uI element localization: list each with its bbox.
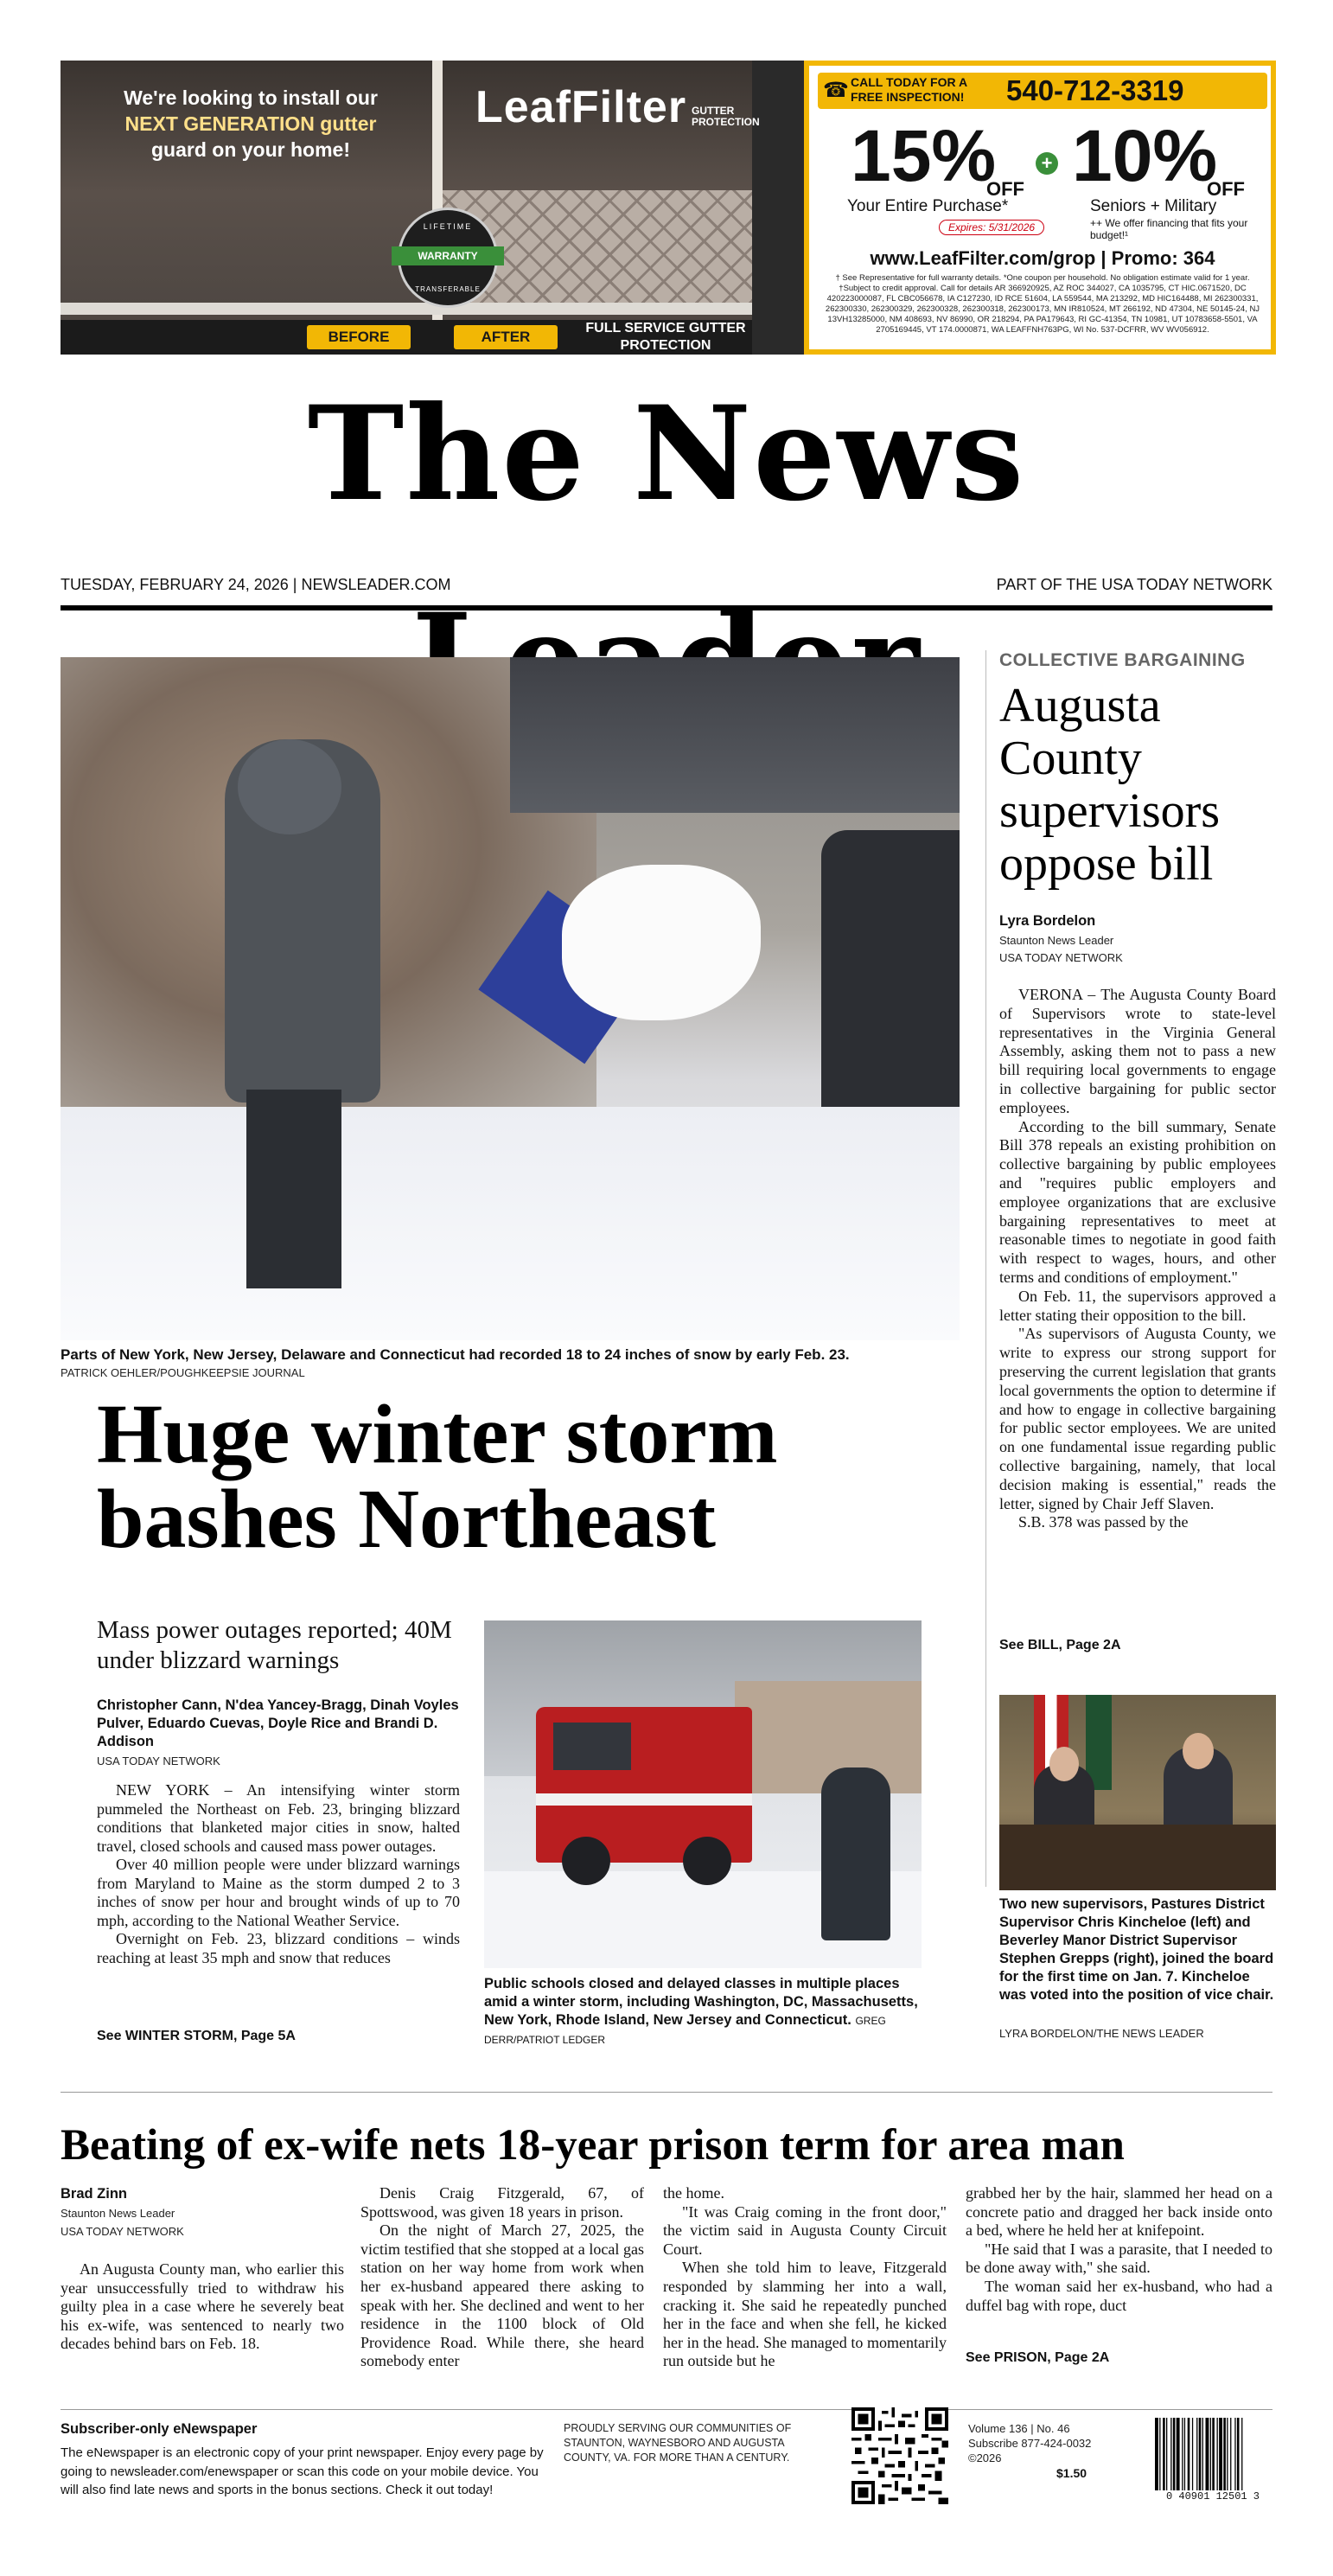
lead-dek: Mass power outages reported; 40M under blizzard warnings — [97, 1616, 452, 1674]
ad-fine-print: † See Representative for full warranty details. *One coupon per household. No obligation estimate valid for 1 year. †Subject to credit approval. Call for details AR 366920925, AZ ROC 344027, CA 1035795, CT HIC.0671520, DC 420223000087, FL CBC056678, IA C127230, ID RCE 51604, LA 559544, MA 213292, MD HIC164488, MI 262300331, 262300330, 262300329, 262300328, 262300318, 262300173, MN IR810524, MT 266192, ND 47304, NE 50145-24, NJ 13VH13285000, NM 408693, NV 86990, OR 218294, PA PA179643, RI GC-41354, TN 10981, UT 10783658-5501, VA 2705169445, VT 174.0000871, WA LEAFFNH763PG, WI No. 537-DCFRR, WV WV056912. — [825, 273, 1260, 335]
dateline: TUESDAY, FEBRUARY 24, 2026 | NEWSLEADER.COM — [61, 576, 451, 593]
bottom-column-1 — [61, 2260, 344, 2354]
story-paragraph: According to the bill summary, Senate Bill 378 repeals an existing prohibition on collective bargaining by public employees and "requires public employers and employee organizations that are exclusive bargaining representatives to meet at reasonable times to negotiate in good faith with respect to wages, hours, and other terms and conditions of employment." — [999, 1117, 1276, 1286]
community-statement: PROUDLY SERVING OUR COMMUNITIES OF STAUNTON, WAYNESBORO AND AUGUSTA COUNTY, VA. FOR MORE THAN A CENTURY. — [564, 2422, 792, 2464]
ad-pitch-line: We're looking to install our — [124, 86, 378, 109]
offer2-off: OFF — [1207, 178, 1245, 200]
ad-brand: LeafFilter — [475, 82, 687, 132]
right-affiliation: USA TODAY NETWORK — [999, 951, 1123, 964]
bottom-affiliation: Staunton News Leader — [61, 2207, 175, 2220]
fire-truck-photo[interactable] — [484, 1620, 922, 1968]
before-label: BEFORE — [307, 325, 411, 349]
barcode-number: 0 40901 12501 3 — [1165, 2490, 1260, 2502]
volume-number: Volume 136 | No. 46 — [968, 2422, 1070, 2435]
qr-code-icon[interactable] — [851, 2407, 948, 2504]
ad-pitch-line: guard on your home! — [151, 138, 350, 161]
ad-call-bar[interactable] — [818, 73, 1267, 109]
lead-byline: Christopher Cann, N'dea Yancey-Bragg, Dinah Voyles Pulver, Eduardo Cuevas, Doyle Rice and Brandi D. Addison — [97, 1697, 459, 1749]
story-paragraph: S.B. 378 was passed by the — [1018, 1513, 1189, 1531]
story-paragraph: Over 40 million people were under blizzard warnings from Maryland to Maine as the storm dumped 2 to 3 inches of snow per hour and brought winds of up to 70 mph, according to the National Weather Service. — [97, 1856, 460, 1929]
leaffilter-logo — [475, 81, 760, 133]
supervisors-photo[interactable] — [999, 1695, 1276, 1890]
badge-top-text: LIFETIME — [423, 222, 473, 231]
right-byline: Lyra Bordelon — [999, 913, 1096, 929]
supervisors-caption: Two new supervisors, Pastures District Supervisor Chris Kincheloe (left) and Beverley Manor District Supervisor Stephen Grepps (right), joined the board for the first time on Jan. 7. Kincheloe was voted into the position of vice chair. — [999, 1896, 1274, 2003]
right-headline[interactable]: Augusta County supervisors oppose bill — [999, 679, 1221, 891]
story-paragraph: An Augusta County man, who earlier this year unsuccessfully tried to withdraw his guilty plea in a case where he severely beat his ex-wife, was sentenced to nearly two decades behind bars on Feb. 18. — [61, 2260, 344, 2353]
call-text: CALL TODAY FOR A — [851, 75, 968, 89]
bottom-byline: Brad Zinn — [61, 2186, 127, 2202]
masthead-rule — [61, 605, 1272, 610]
ad-offer-panel — [804, 61, 1276, 355]
ad-brand-sub: GUTTER — [692, 105, 735, 117]
bottom-column-2 — [360, 2184, 644, 2371]
enewspaper-text: The eNewspaper is an electronic copy of your print newspaper. Enjoy every page by going to newsleader.com/enewspaper or scan this code on your mobile device. You will also find late news and sports in the bonus sections. Check it out today! — [61, 2445, 544, 2497]
supervisors-photo-credit: LYRA BORDELON/THE NEWS LEADER — [999, 2027, 1204, 2040]
right-story-body — [999, 986, 1276, 1532]
bottom-column-3 — [663, 2184, 947, 2371]
footer-rule — [61, 2409, 1272, 2410]
lead-jump-link[interactable]: See WINTER STORM, Page 5A — [97, 2029, 296, 2043]
story-paragraph: When she told him to leave, Fitzgerald responded by slamming her into a wall, cracking it. She said he repeatedly punched her in the face and when she fell, he kicked her in the head. She managed to momentarily run outside but he — [663, 2259, 947, 2370]
story-paragraph: VERONA – The Augusta County Board of Supervisors wrote to state-level representatives in the Virginia General Assembly, asking them not to pass a new bill requiring local governments to engage in collective bargaining for public sector employees. — [999, 986, 1276, 1116]
network-label: PART OF THE USA TODAY NETWORK — [996, 576, 1272, 593]
caption-text: Public schools closed and delayed classes in multiple places amid a winter storm, including Washington, DC, Massachusetts, New York, Rhode Island, New Jersey and Connecticut. — [484, 1976, 918, 2028]
subscribe-phone[interactable]: Subscribe 877-424-0032 — [968, 2437, 1092, 2450]
story-paragraph: grabbed her by the hair, slammed her head on a concrete patio and dragged her back inside onto a bed, where he held her at knifepoint. — [966, 2184, 1272, 2240]
story-paragraph: "He said that I was a parasite, that I needed to be done away with," she said. — [966, 2240, 1272, 2277]
lead-photo[interactable] — [61, 657, 960, 1340]
ad-pitch-line: NEXT GENERATION gutter — [124, 112, 377, 135]
ad-pitch — [86, 85, 415, 163]
right-affiliation: Staunton News Leader — [999, 934, 1114, 947]
offer1-off: OFF — [986, 178, 1024, 200]
ad-brand-sub: PROTECTION — [692, 116, 760, 128]
call-text: FREE INSPECTION! — [851, 90, 965, 104]
offer2-percent: 10% — [1072, 115, 1218, 196]
offer-expires: Expires: 5/31/2026 — [939, 220, 1044, 235]
column-rule — [985, 650, 986, 1887]
full-service-label: FULL SERVICE GUTTER PROTECTION — [585, 321, 746, 353]
bottom-affiliation: USA TODAY NETWORK — [61, 2225, 184, 2238]
ad-gutter-edge — [61, 303, 752, 315]
story-paragraph: the home. — [663, 2184, 724, 2202]
badge-bottom-text: TRANSFERABLE — [415, 285, 481, 293]
photo-credit: GREG DERR/PATRIOT LEDGER — [484, 2015, 886, 2046]
story-paragraph: The woman said her ex-husband, who had a duffel bag with rope, duct — [966, 2277, 1272, 2314]
plus-icon: + — [1036, 152, 1058, 175]
bottom-column-4 — [966, 2184, 1272, 2315]
masthead-title[interactable]: The News — [307, 378, 1026, 530]
bottom-headline[interactable]: Beating of ex-wife nets 18-year prison term for area man — [61, 2121, 1125, 2170]
story-paragraph: "It was Craig coming in the front door," the victim said in Augusta County Circuit Court. — [663, 2202, 947, 2258]
lead-photo-credit: PATRICK OEHLER/POUGHKEEPSIE JOURNAL — [61, 1366, 305, 1379]
story-paragraph: NEW YORK – An intensifying winter storm pummeled the Northeast on Feb. 23, bringing blizzard conditions that blanketed major cities in snow, halted travel, closed schools and caused mass power outages. — [97, 1781, 460, 1855]
right-kicker: COLLECTIVE BARGAINING — [999, 650, 1246, 670]
lead-photo-caption: Parts of New York, New Jersey, Delaware and Connecticut had recorded 18 to 24 inches of snow by early Feb. 23. — [61, 1346, 850, 1363]
right-jump-link[interactable]: See BILL, Page 2A — [999, 1638, 1121, 1652]
section-rule — [61, 2092, 1272, 2093]
leaffilter-ad[interactable] — [61, 61, 1276, 355]
fire-truck-caption — [484, 1975, 922, 2049]
story-paragraph: Denis Craig Fitzgerald, 67, of Spottswood, was given 18 years in prison. — [360, 2184, 644, 2221]
offer2-sub: Seniors + Military — [1090, 197, 1217, 215]
cover-price: $1.50 — [1056, 2466, 1087, 2480]
financing-note: ++ We offer financing that fits your budget!¹ — [1090, 217, 1248, 241]
story-paragraph: On the night of March 27, 2025, the victim testified that she stopped at a local gas station on her way home from work when her ex-husband appeared there asking to speak with her. She declined and went to her residence in the 1100 block of Old Providence Road. While there, she heard somebody enter — [360, 2221, 644, 2370]
lead-headline[interactable]: Huge winter storm bashes Northeast — [97, 1388, 778, 1566]
lead-story-body — [97, 1781, 460, 1967]
story-paragraph: "As supervisors of Augusta County, we write to express our strong support for preserving the current legislation that grants local governments the option to determine if and how to engage in collective bargaining for public sector employees. We are united on one fundamental issue regarding public collective bargaining, namely, that local decision making is essential," reads the letter, signed by Chair Jeff Slaven. — [999, 1325, 1276, 1512]
bottom-jump-link[interactable]: See PRISON, Page 2A — [966, 2350, 1110, 2365]
enewspaper-title: Subscriber-only eNewspaper — [61, 2421, 258, 2437]
phone-icon: ☎ — [823, 79, 849, 102]
lead-affiliation: USA TODAY NETWORK — [97, 1755, 220, 1767]
ad-website[interactable]: www.LeafFilter.com/grop | Promo: 364 — [870, 247, 1215, 269]
offer1-sub: Your Entire Purchase* — [847, 197, 1009, 215]
story-paragraph: Overnight on Feb. 23, blizzard conditions – winds reaching at least 35 mph and snow that reduces — [97, 1930, 460, 1966]
warranty-badge — [398, 208, 498, 308]
badge-ribbon: WARRANTY — [392, 246, 504, 265]
copyright: ©2026 — [968, 2451, 1002, 2464]
ad-phone-number[interactable]: 540-712-3319 — [1006, 74, 1184, 106]
story-paragraph: On Feb. 11, the supervisors approved a letter stating their opposition to the bill. — [999, 1287, 1276, 1324]
after-label: AFTER — [454, 325, 558, 349]
issue-info — [968, 2421, 1124, 2465]
offer1-percent: 15% — [851, 115, 997, 196]
